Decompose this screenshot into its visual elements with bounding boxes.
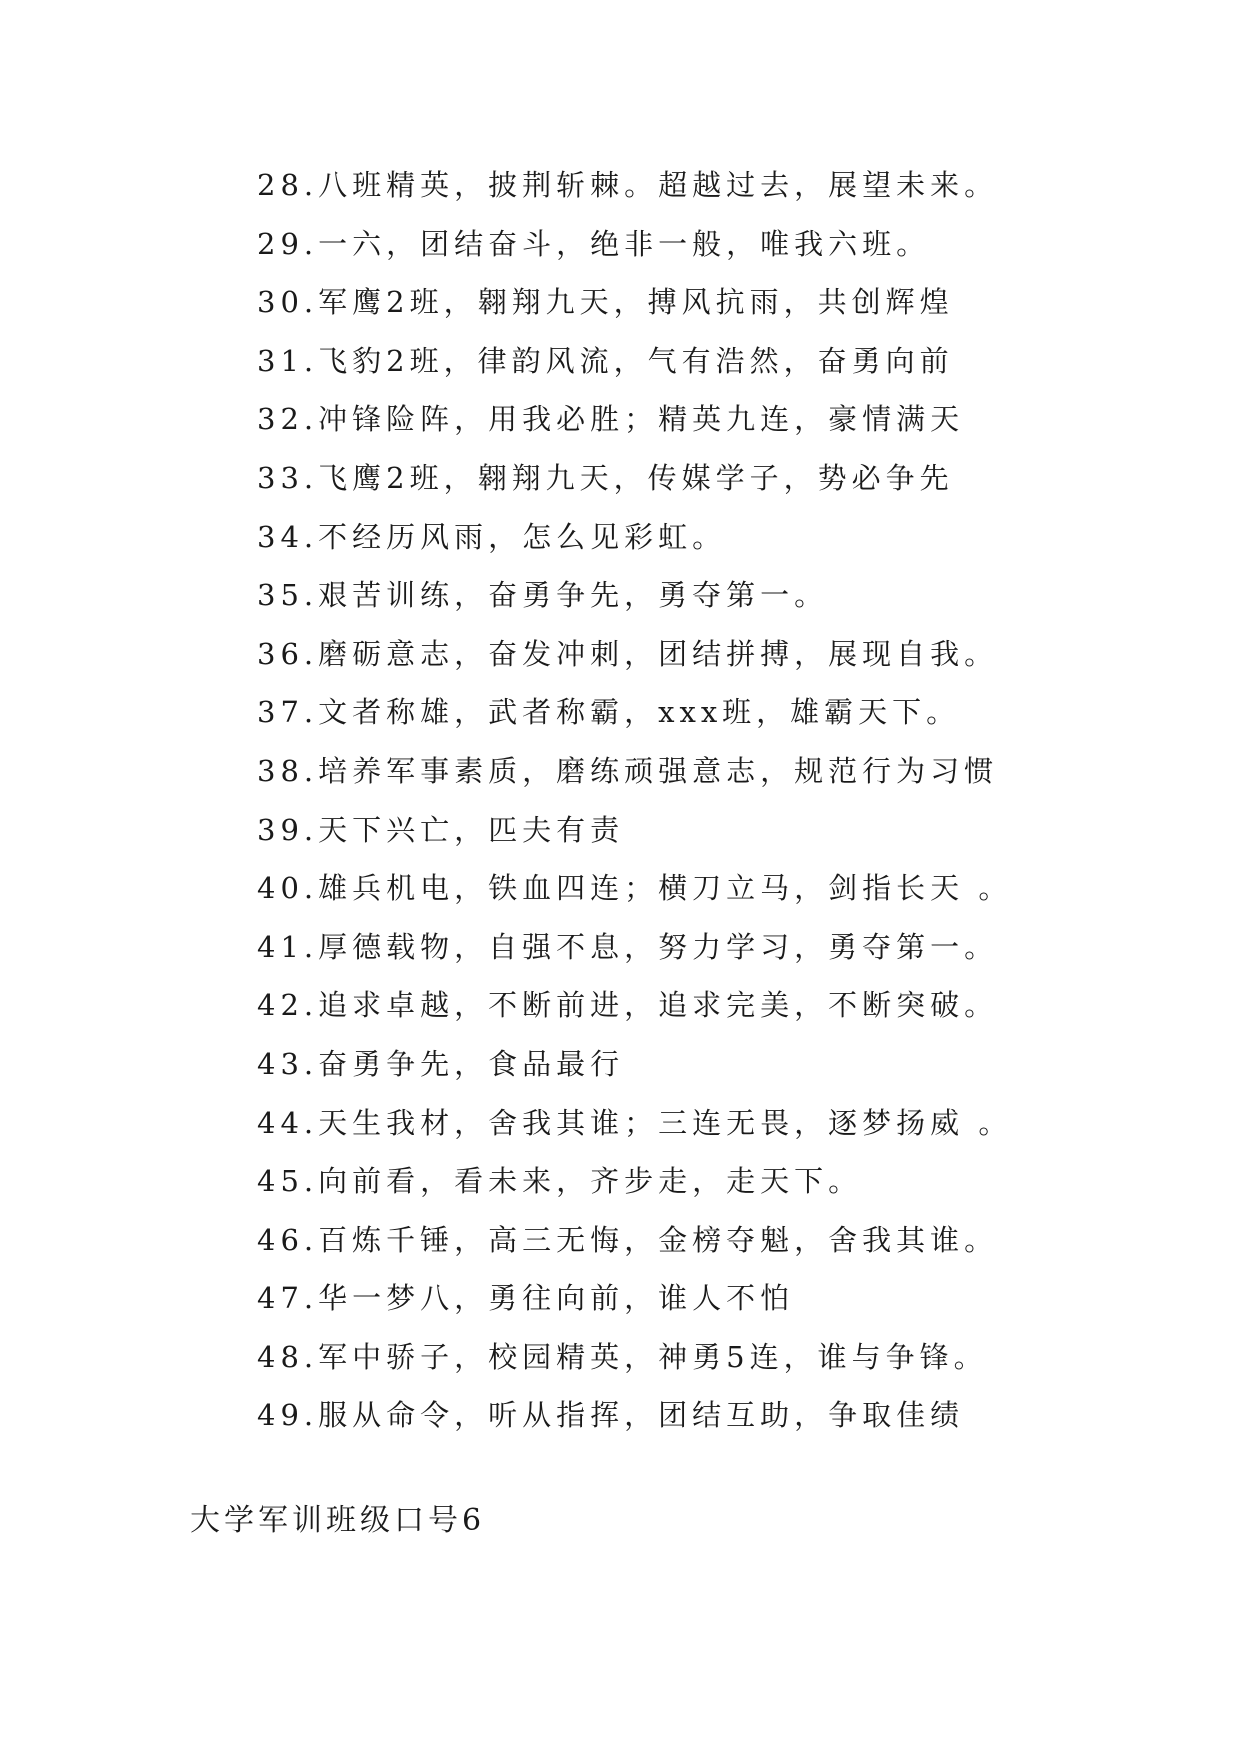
slogan-item: 32.冲锋险阵，用我必胜；精英九连，豪情满天 (257, 402, 965, 437)
slogan-item: 48.军中骄子，校园精英，神勇5连，谁与争锋。 (257, 1339, 988, 1374)
slogan-item: 28.八班精英，披荆斩棘。超越过去，展望未来。 (257, 168, 999, 202)
slogan-item: 36.磨砺意志，奋发冲刺，团结拼搏，展现自我。 (257, 636, 999, 671)
slogan-item: 49.服从命令，听从指挥，团结互助，争取佳绩 (257, 1398, 965, 1433)
slogan-item: 44.天生我材，舍我其谁；三连无畏，逐梦扬威 。 (257, 1105, 1013, 1140)
slogan-item: 43.奋勇争先，食品最行 (257, 1046, 625, 1081)
slogan-item: 35.艰苦训练，奋勇争先，勇夺第一。 (257, 578, 829, 613)
slogan-item: 46.百炼千锤，高三无悔，金榜夺魁，舍我其谁。 (257, 1222, 999, 1257)
section-heading: 大学军训班级口号6 (190, 1503, 486, 1538)
slogan-item: 30.军鹰2班，翱翔九天，搏风抗雨，共创辉煌 (257, 285, 954, 320)
slogan-item: 42.追求卓越，不断前进，追求完美，不断突破。 (257, 988, 999, 1023)
slogan-item: 45.向前看，看未来，齐步走，走天下。 (257, 1164, 863, 1199)
slogan-item: 33.飞鹰2班，翱翔九天，传媒学子，势必争先 (257, 460, 954, 495)
slogan-item: 41.厚德载物，自强不息，努力学习，勇夺第一。 (257, 929, 999, 964)
slogan-item: 29.一六，团结奋斗，绝非一般，唯我六班。 (257, 226, 931, 261)
slogan-item: 34.不经历风雨，怎么见彩虹。 (257, 519, 727, 554)
slogan-list (257, 156, 1012, 1445)
slogan-item: 47.华一梦八，勇往向前，谁人不怕 (257, 1281, 795, 1316)
slogan-item: 31.飞豹2班，律韵风流，气有浩然，奋勇向前 (257, 343, 954, 378)
slogan-item: 38.培养军事素质，磨练顽强意志，规范行为习惯 (257, 753, 999, 788)
slogan-item: 40.雄兵机电，铁血四连；横刀立马，剑指长天 。 (257, 871, 1013, 906)
slogan-item: 39.天下兴亡，匹夫有责 (257, 812, 625, 847)
slogan-item: 37.文者称雄，武者称霸，xxx班，雄霸天下。 (257, 695, 961, 730)
